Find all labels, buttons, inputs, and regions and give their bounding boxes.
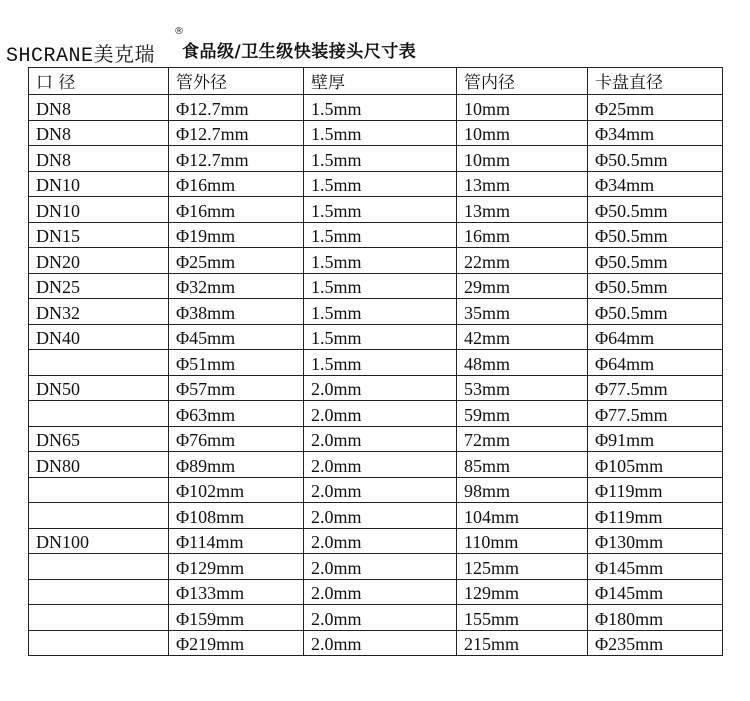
column-header-clamp-diameter: 卡盘直径: [588, 68, 723, 95]
cell-wall-thickness: 2.0mm: [304, 401, 457, 427]
cell-nominal-diameter: DN10: [29, 171, 169, 197]
cell-outer-diameter: Φ16mm: [169, 171, 304, 197]
cell-nominal-diameter: [29, 605, 169, 631]
cell-nominal-diameter: DN32: [29, 299, 169, 325]
cell-outer-diameter: Φ219mm: [169, 630, 304, 656]
table-row: [29, 324, 723, 350]
cell-nominal-diameter: DN20: [29, 248, 169, 274]
cell-clamp-diameter: Φ180mm: [588, 605, 723, 631]
cell-wall-thickness: 1.5mm: [304, 146, 457, 172]
table-row: [29, 120, 723, 146]
cell-nominal-diameter: [29, 503, 169, 529]
registered-trademark-mark: ®: [174, 26, 184, 37]
column-header-inner-diameter: 管内径: [457, 68, 588, 95]
cell-outer-diameter: Φ25mm: [169, 248, 304, 274]
cell-outer-diameter: Φ32mm: [169, 273, 304, 299]
cell-clamp-diameter: Φ64mm: [588, 324, 723, 350]
table-row: [29, 350, 723, 376]
table-row: [29, 146, 723, 172]
cell-inner-diameter: 104mm: [457, 503, 588, 529]
cell-inner-diameter: 13mm: [457, 171, 588, 197]
cell-clamp-diameter: Φ235mm: [588, 630, 723, 656]
cell-inner-diameter: 10mm: [457, 120, 588, 146]
cell-wall-thickness: 2.0mm: [304, 579, 457, 605]
table-row: [29, 528, 723, 554]
column-header-wall-thickness: 壁厚: [304, 68, 457, 95]
table-row: [29, 477, 723, 503]
cell-clamp-diameter: Φ77.5mm: [588, 401, 723, 427]
table-row: [29, 197, 723, 223]
cell-outer-diameter: Φ12.7mm: [169, 95, 304, 121]
cell-outer-diameter: Φ114mm: [169, 528, 304, 554]
cell-inner-diameter: 48mm: [457, 350, 588, 376]
table-row: [29, 630, 723, 656]
column-header-nominal-diameter: 口 径: [29, 68, 169, 95]
table-header-row: [29, 68, 723, 95]
table-row: [29, 299, 723, 325]
cell-nominal-diameter: DN40: [29, 324, 169, 350]
cell-clamp-diameter: Φ145mm: [588, 579, 723, 605]
cell-inner-diameter: 85mm: [457, 452, 588, 478]
cell-inner-diameter: 110mm: [457, 528, 588, 554]
cell-wall-thickness: 2.0mm: [304, 528, 457, 554]
cell-nominal-diameter: DN8: [29, 146, 169, 172]
cell-nominal-diameter: DN15: [29, 222, 169, 248]
table-row: [29, 171, 723, 197]
cell-outer-diameter: Φ45mm: [169, 324, 304, 350]
cell-nominal-diameter: DN10: [29, 197, 169, 223]
cell-inner-diameter: 22mm: [457, 248, 588, 274]
cell-outer-diameter: Φ57mm: [169, 375, 304, 401]
table-header: [29, 68, 723, 95]
cell-clamp-diameter: Φ50.5mm: [588, 222, 723, 248]
table-row: [29, 273, 723, 299]
cell-outer-diameter: Φ76mm: [169, 426, 304, 452]
cell-wall-thickness: 1.5mm: [304, 350, 457, 376]
table-row: [29, 503, 723, 529]
cell-wall-thickness: 2.0mm: [304, 477, 457, 503]
cell-nominal-diameter: DN50: [29, 375, 169, 401]
cell-inner-diameter: 72mm: [457, 426, 588, 452]
cell-nominal-diameter: [29, 401, 169, 427]
cell-outer-diameter: Φ102mm: [169, 477, 304, 503]
table-row: [29, 95, 723, 121]
cell-inner-diameter: 16mm: [457, 222, 588, 248]
cell-wall-thickness: 1.5mm: [304, 120, 457, 146]
table-row: [29, 579, 723, 605]
cell-wall-thickness: 2.0mm: [304, 605, 457, 631]
cell-outer-diameter: Φ89mm: [169, 452, 304, 478]
cell-clamp-diameter: Φ77.5mm: [588, 375, 723, 401]
cell-outer-diameter: Φ63mm: [169, 401, 304, 427]
table-row: [29, 554, 723, 580]
size-table: [28, 67, 723, 656]
cell-wall-thickness: 1.5mm: [304, 324, 457, 350]
cell-nominal-diameter: [29, 477, 169, 503]
cell-inner-diameter: 155mm: [457, 605, 588, 631]
table-row: [29, 222, 723, 248]
cell-outer-diameter: Φ19mm: [169, 222, 304, 248]
cell-wall-thickness: 1.5mm: [304, 299, 457, 325]
document-header: [6, 26, 746, 66]
table-row: [29, 605, 723, 631]
cell-clamp-diameter: Φ50.5mm: [588, 248, 723, 274]
cell-inner-diameter: 29mm: [457, 273, 588, 299]
cell-inner-diameter: 42mm: [457, 324, 588, 350]
cell-outer-diameter: Φ12.7mm: [169, 120, 304, 146]
brand-name: SHCRANE美克瑞: [6, 45, 156, 68]
cell-wall-thickness: 1.5mm: [304, 273, 457, 299]
cell-inner-diameter: 98mm: [457, 477, 588, 503]
table-body: [29, 95, 723, 656]
cell-inner-diameter: 129mm: [457, 579, 588, 605]
cell-inner-diameter: 215mm: [457, 630, 588, 656]
cell-nominal-diameter: DN80: [29, 452, 169, 478]
cell-nominal-diameter: [29, 630, 169, 656]
cell-outer-diameter: Φ51mm: [169, 350, 304, 376]
cell-nominal-diameter: DN65: [29, 426, 169, 452]
cell-inner-diameter: 125mm: [457, 554, 588, 580]
cell-outer-diameter: Φ133mm: [169, 579, 304, 605]
cell-clamp-diameter: Φ34mm: [588, 120, 723, 146]
cell-outer-diameter: Φ129mm: [169, 554, 304, 580]
cell-nominal-diameter: DN100: [29, 528, 169, 554]
cell-clamp-diameter: Φ25mm: [588, 95, 723, 121]
cell-inner-diameter: 13mm: [457, 197, 588, 223]
cell-clamp-diameter: Φ34mm: [588, 171, 723, 197]
cell-inner-diameter: 53mm: [457, 375, 588, 401]
table-row: [29, 248, 723, 274]
cell-wall-thickness: 2.0mm: [304, 503, 457, 529]
cell-clamp-diameter: Φ130mm: [588, 528, 723, 554]
cell-wall-thickness: 1.5mm: [304, 171, 457, 197]
cell-outer-diameter: Φ12.7mm: [169, 146, 304, 172]
cell-nominal-diameter: [29, 350, 169, 376]
cell-inner-diameter: 59mm: [457, 401, 588, 427]
cell-clamp-diameter: Φ64mm: [588, 350, 723, 376]
column-header-outer-diameter: 管外径: [169, 68, 304, 95]
cell-clamp-diameter: Φ119mm: [588, 503, 723, 529]
cell-wall-thickness: 2.0mm: [304, 554, 457, 580]
cell-clamp-diameter: Φ50.5mm: [588, 197, 723, 223]
cell-inner-diameter: 10mm: [457, 146, 588, 172]
table-row: [29, 401, 723, 427]
cell-nominal-diameter: [29, 579, 169, 605]
cell-wall-thickness: 1.5mm: [304, 95, 457, 121]
cell-outer-diameter: Φ38mm: [169, 299, 304, 325]
cell-wall-thickness: 1.5mm: [304, 197, 457, 223]
cell-outer-diameter: Φ159mm: [169, 605, 304, 631]
cell-clamp-diameter: Φ50.5mm: [588, 273, 723, 299]
cell-wall-thickness: 2.0mm: [304, 452, 457, 478]
cell-nominal-diameter: DN25: [29, 273, 169, 299]
table-row: [29, 452, 723, 478]
cell-nominal-diameter: [29, 554, 169, 580]
cell-nominal-diameter: DN8: [29, 120, 169, 146]
cell-clamp-diameter: Φ50.5mm: [588, 299, 723, 325]
cell-clamp-diameter: Φ91mm: [588, 426, 723, 452]
cell-clamp-diameter: Φ119mm: [588, 477, 723, 503]
cell-inner-diameter: 10mm: [457, 95, 588, 121]
cell-inner-diameter: 35mm: [457, 299, 588, 325]
cell-clamp-diameter: Φ50.5mm: [588, 146, 723, 172]
cell-clamp-diameter: Φ145mm: [588, 554, 723, 580]
cell-wall-thickness: 2.0mm: [304, 375, 457, 401]
document-title: 食品级/卫生级快装接头尺寸表: [182, 42, 417, 62]
cell-wall-thickness: 1.5mm: [304, 248, 457, 274]
cell-wall-thickness: 2.0mm: [304, 426, 457, 452]
table-row: [29, 426, 723, 452]
cell-outer-diameter: Φ108mm: [169, 503, 304, 529]
cell-wall-thickness: 1.5mm: [304, 222, 457, 248]
cell-outer-diameter: Φ16mm: [169, 197, 304, 223]
cell-clamp-diameter: Φ105mm: [588, 452, 723, 478]
cell-wall-thickness: 2.0mm: [304, 630, 457, 656]
table-row: [29, 375, 723, 401]
cell-nominal-diameter: DN8: [29, 95, 169, 121]
